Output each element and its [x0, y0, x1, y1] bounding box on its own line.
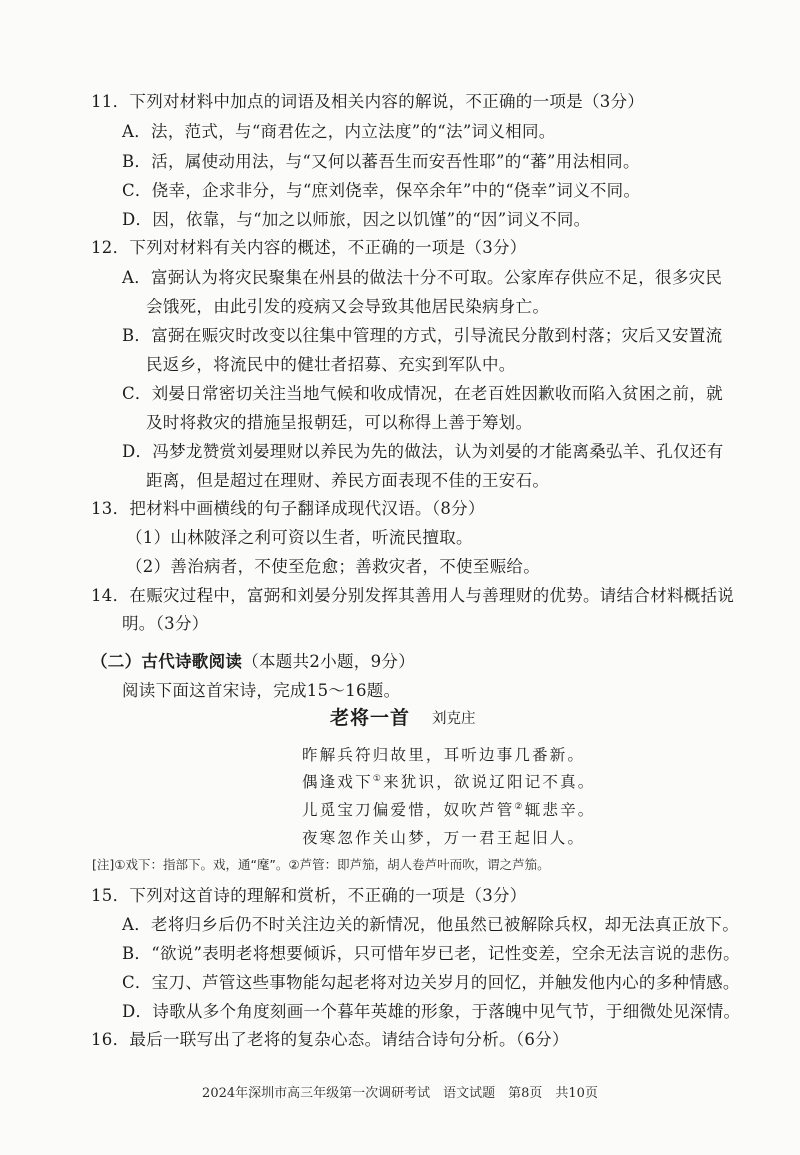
section-heading — [91, 651, 415, 673]
section-intro: 阅读下面这首宋诗，完成15～16题。 — [122, 681, 401, 700]
q15-option-b: B．“欲说”表明老将想要倾诉，只可惜年岁已老，记性变差，空余无法言说的悲伤。 — [122, 944, 740, 963]
section-heading-bold: （二）古代诗歌阅读 — [91, 652, 243, 671]
section-heading-rest: （本题共2小题，9分） — [242, 652, 415, 671]
q12-option-b-line2: 民返乡，将流民中的健壮者招募、充实到军队中。 — [146, 355, 516, 374]
q11-option-a: A．法，范式，与“商君佐之，内立法度”的“法”词义相同。 — [122, 122, 556, 141]
footnote-marker-2: ② — [514, 801, 525, 812]
q11-stem: 11．下列对材料中加点的词语及相关内容的解说，不正确的一项是（3分） — [91, 92, 645, 111]
poem-title: 老将一首 — [330, 707, 411, 729]
poem-author: 刘克庄 — [432, 711, 476, 727]
poem-line-3-part-b: 辄悲辛。 — [524, 801, 596, 819]
q11-option-b: B．活，属使动用法，与“又何以蕃吾生而安吾性耶”的“蕃”用法相同。 — [122, 152, 640, 171]
q13-stem: 13．把材料中画横线的句子翻译成现代汉语。（8分） — [91, 499, 485, 518]
q12-option-c-line1: C．刘晏日常密切关注当地气候和收成情况，在老百姓因歉收而陷入贫困之前，就 — [122, 384, 723, 403]
q13-sentence-1: （1）山林陂泽之利可资以生者，听流民擅取。 — [126, 528, 473, 547]
q14-line2: 明。（3分） — [122, 614, 209, 633]
page-footer: 2024年深圳市高三年级第一次调研考试 语文试题 第8页 共10页 — [202, 1086, 598, 1101]
q12-option-a-line2: 会饿死，由此引发的疫病又会导致其他居民染病身亡。 — [146, 297, 550, 316]
q14-line1: 14．在赈灾过程中，富弼和刘晏分别发挥其善用人与善理财的优势。请结合材料概括说 — [91, 586, 735, 605]
q12-option-d-line1: D．冯梦龙赞赏刘晏理财以养民为先的做法，认为刘晏的才能离桑弘羊、孔仅还有 — [122, 442, 724, 461]
poem-line-3 — [302, 799, 596, 821]
q12-option-b-line1: B．富弼在赈灾时改变以往集中管理的方式，引导流民分散到村落；灾后又安置流 — [122, 326, 723, 345]
q12-stem: 12．下列对材料有关内容的概述，不正确的一项是（3分） — [91, 238, 527, 257]
poem-line-2-part-a: 偶逢戏下 — [302, 773, 373, 791]
q15-stem: 15．下列对这首诗的理解和赏析，不正确的一项是（3分） — [91, 886, 527, 905]
q12-option-c-line2: 及时将救灾的措施呈报朝廷，可以称得上善于筹划。 — [146, 413, 533, 432]
poem-line-2-part-b: 来犹识，欲说辽阳记不真。 — [383, 773, 596, 791]
poem-line-4: 夜寒忽作关山梦，万一君王起旧人。 — [302, 829, 586, 847]
q15-option-a: A．老将归乡后仍不时关注边关的新情况，他虽然已被解除兵权，却无法真正放下。 — [122, 915, 740, 934]
poem-line-1: 昨解兵符归故里，耳听边事几番新。 — [302, 746, 586, 764]
q11-option-c: C．侥幸，企求非分，与“庶刘侥幸，保卒余年”中的“侥幸”词义不同。 — [122, 181, 641, 200]
q15-option-d: D．诗歌从多个角度刻画一个暮年英雄的形象，于落魄中见气节，于细微处见深情。 — [122, 1002, 741, 1021]
q16-stem: 16．最后一联写出了老将的复杂心态。请结合诗句分析。（6分） — [91, 1030, 569, 1049]
q12-option-a-line1: A．富弼认为将灾民聚集在州县的做法十分不可取。公家库存供应不足，很多灾民 — [122, 268, 723, 287]
poem-line-3-part-a: 儿觅宝刀偏爱惜，奴吹芦管 — [302, 801, 515, 819]
q11-option-d: D．因，依靠，与“加之以师旅，因之以饥馑”的“因”词义不同。 — [122, 210, 591, 229]
footnote-marker-1: ① — [372, 773, 384, 784]
poem-footnote: [注]①戏下：指部下。戏，通“麾”。②芦管：即芦笳，胡人卷芦叶而吹，谓之芦笳。 — [92, 857, 550, 872]
q13-sentence-2: （2）善治病者，不使至危愈；善救灾者，不使至赈给。 — [126, 557, 540, 576]
q15-option-c: C．宝刀、芦管这些事物能勾起老将对边关岁月的回忆，并触发他内心的多种情感。 — [122, 973, 740, 992]
poem-line-2 — [302, 771, 596, 793]
q12-option-d-line2: 距离，但是超过在理财、养民方面表现不佳的王安石。 — [146, 471, 550, 490]
